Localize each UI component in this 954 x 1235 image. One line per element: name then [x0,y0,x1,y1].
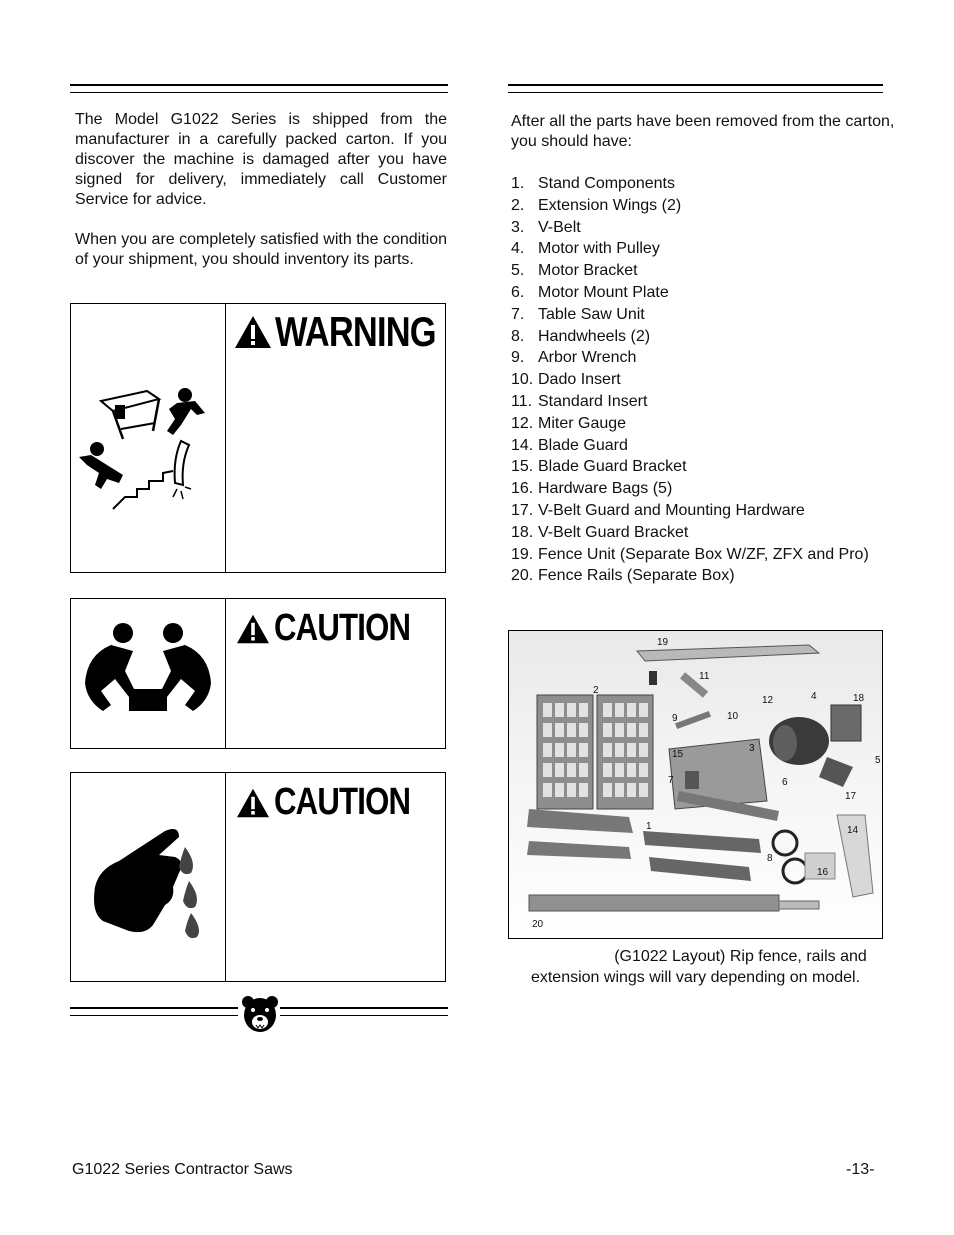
left-header-rule [70,84,448,93]
list-item: 14. Blade Guard [511,436,628,454]
page-number: -13- [846,1161,875,1178]
photo-label-11: 11 [699,671,710,682]
list-item: 18. V-Belt Guard Bracket [511,523,689,541]
shipping-paragraph: The Model G1022 Series is shipped from the manufacturer in a carefully packed carton. If you discover the machine is damaged after you have signed for delivery, immediately call Customer Service for advice. [75,111,447,208]
photo-label-15: 15 [672,749,684,760]
bear-logo-icon [240,994,280,1034]
warning-label: WARNING [275,308,436,355]
caption-line-1: (G1022 Layout) Rip fence, rails and [614,948,867,965]
warning-sign [233,308,471,356]
list-item: 5. Motor Bracket [511,262,638,280]
photo-label-7: 7 [668,775,674,786]
parts-illustration [509,631,883,939]
inventory-intro: After all the parts have been removed from the carton, you should have: [511,113,895,150]
warning-triangle-icon [235,613,271,645]
photo-label-17: 17 [845,791,857,802]
left-text-block [75,110,447,270]
list-item: 9. Arbor Wrench [511,349,637,367]
caution-sign-1 [235,607,440,650]
caution-label-1: CAUTION [274,607,411,649]
caution-box-lifting [70,598,446,749]
warning-triangle-icon [235,787,271,819]
inventory-paragraph: When you are completely satisfied with the condition of your shipment, you should inventory its parts. [75,231,447,268]
list-item: 2. Extension Wings (2) [511,196,682,214]
parts-layout-photo [508,630,883,939]
caution-sign-2 [235,781,440,824]
list-item: 7. Table Saw Unit [511,305,645,323]
photo-label-4: 4 [811,691,817,702]
photo-label-3: 3 [749,743,755,754]
warning-triangle-icon [233,314,273,350]
hand-drip-icon [89,821,209,941]
list-item: 12. Miter Gauge [511,414,627,432]
separator-rule-right [280,1007,448,1016]
photo-label-19: 19 [657,637,669,648]
footer-title: G1022 Series Contractor Saws [72,1161,293,1178]
list-item: 11. Standard Insert [511,392,648,410]
photo-label-8: 8 [767,853,773,864]
photo-label-2: 2 [593,685,599,696]
list-item: 19. Fence Unit (Separate Box W/ZF, ZFX and Pro) [511,545,869,563]
separator-rule-left [70,1007,238,1016]
list-item: 1. Stand Components [511,175,675,192]
warning-box [70,303,446,573]
list-item: 17. V-Belt Guard and Mounting Hardware [511,501,805,519]
photo-label-14: 14 [847,825,859,836]
fall-hazard-icon [77,379,217,519]
photo-label-10: 10 [727,711,739,722]
photo-label-12: 12 [762,695,774,706]
right-header-rule [508,84,883,93]
list-item: 20. Fence Rails (Separate Box) [511,567,735,585]
list-item: 8. Handwheels (2) [511,327,651,345]
photo-label-18: 18 [853,693,865,704]
list-item: 3. V-Belt [511,218,581,236]
photo-label-1: 1 [646,821,652,832]
two-person-lift-icon [81,621,215,721]
photo-label-6: 6 [782,777,788,788]
photo-label-20: 20 [532,919,544,930]
photo-label-5: 5 [875,755,881,766]
caution-label-2: CAUTION [274,781,411,823]
caution-box-chemicals [70,772,446,982]
list-item: 15. Blade Guard Bracket [511,458,687,476]
photo-label-16: 16 [817,867,829,878]
parts-list [511,173,931,587]
list-item: 16. Hardware Bags (5) [511,480,673,498]
photo-caption [508,946,883,988]
photo-label-9: 9 [672,713,678,724]
list-item: 4. Motor with Pulley [511,240,660,258]
caption-line-2: extension wings will vary depending on model. [530,969,861,986]
list-item: 6. Motor Mount Plate [511,283,669,301]
list-item: 10. Dado Insert [511,371,621,389]
